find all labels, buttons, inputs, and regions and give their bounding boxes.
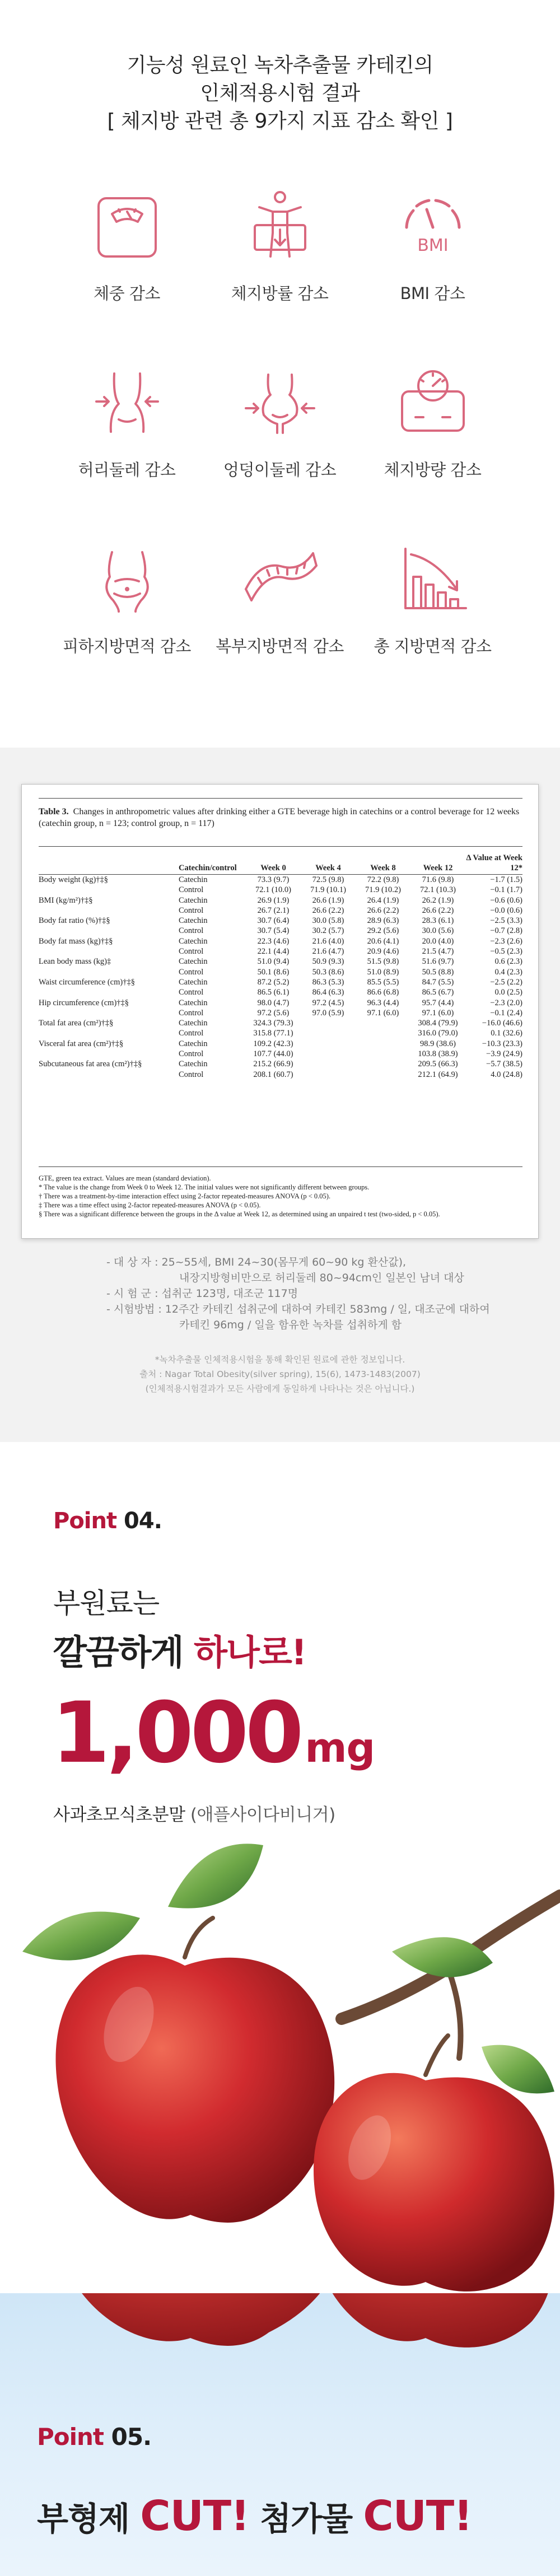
table-cell: Visceral fat area (cm²)†‡§ bbox=[39, 1039, 124, 1048]
table-cell bbox=[356, 1039, 410, 1049]
source-note bbox=[0, 1352, 560, 1396]
table-cell: 212.1 (64.9) bbox=[418, 1070, 458, 1079]
intro-line-1: 기능성 원료인 녹차추출물 카테킨의 bbox=[127, 54, 433, 77]
table-cell: Catechin bbox=[179, 998, 208, 1007]
table-row bbox=[39, 956, 522, 967]
table-cell bbox=[356, 1070, 410, 1080]
table-cell bbox=[39, 946, 179, 956]
indicator-waist bbox=[50, 361, 203, 480]
table-cell: 20.9 (4.6) bbox=[367, 947, 399, 956]
table-cell: 51.0 (8.9) bbox=[367, 967, 399, 977]
decline-chart-icon bbox=[391, 538, 475, 622]
indicator-label: 허리둘레 감소 bbox=[78, 460, 176, 479]
table-cell: 0.4 (2.3) bbox=[494, 967, 522, 977]
anthropometric-table bbox=[39, 852, 522, 1080]
table-header: Week 12 bbox=[410, 852, 465, 875]
table-cell: Total fat area (cm²)†‡§ bbox=[39, 1019, 114, 1028]
study-subjects bbox=[84, 1254, 510, 1286]
table-cell: 26.6 (2.2) bbox=[367, 906, 399, 915]
table-cell: 26.6 (1.9) bbox=[312, 895, 344, 905]
table-cell: Control bbox=[179, 1029, 204, 1038]
source-line: *녹차추출물 인체적용시험을 통해 확인된 원료에 관한 정보입니다. bbox=[155, 1355, 405, 1365]
table-row bbox=[39, 1059, 522, 1069]
table-cell: 21.6 (4.0) bbox=[312, 936, 344, 946]
table-cell: 30.7 (5.4) bbox=[257, 926, 290, 936]
table-row bbox=[39, 967, 522, 977]
table-row bbox=[39, 946, 522, 956]
table-cell bbox=[301, 1039, 356, 1049]
table-cell bbox=[39, 1049, 179, 1059]
table-cell: Lean body mass (kg)‡ bbox=[39, 957, 111, 967]
table-caption bbox=[39, 806, 522, 829]
table-cell: −1.7 (1.5) bbox=[490, 875, 522, 884]
intro-heading bbox=[0, 52, 560, 136]
table-cell bbox=[39, 1008, 179, 1018]
table-cell: −0.0 (0.6) bbox=[490, 906, 522, 915]
table-cell: 4.0 (24.8) bbox=[491, 1070, 522, 1079]
table-cell: 86.6 (6.8) bbox=[367, 988, 399, 997]
table-cell: 97.2 (4.5) bbox=[312, 998, 344, 1007]
table-cell: 72.2 (9.8) bbox=[367, 875, 399, 884]
indicator-hip bbox=[203, 361, 356, 480]
table-cell: Waist circumference (cm)†‡§ bbox=[39, 977, 135, 987]
table-cell: 71.9 (10.1) bbox=[310, 885, 347, 895]
table-cell: 86.5 (6.1) bbox=[257, 988, 290, 997]
table-cell: 30.0 (5.8) bbox=[312, 916, 344, 926]
table-caption-label: Table 3. bbox=[39, 807, 69, 816]
table-note: § There was a significant difference between the groups in the Δ value at Week 12, as determined using an unpaired t test (two-sided, p < 0.05). bbox=[39, 1210, 440, 1218]
study-details bbox=[84, 1254, 510, 1333]
table-row bbox=[39, 916, 522, 926]
indicator-section bbox=[0, 0, 560, 748]
table-header bbox=[39, 852, 179, 875]
intro-line-2: 인체적용시험 결과 bbox=[200, 82, 360, 105]
table-cell bbox=[356, 1059, 410, 1069]
table-cell: −2.5 (3.3) bbox=[490, 916, 522, 926]
table-cell: 50.3 (8.6) bbox=[312, 967, 344, 977]
indicator-total-fat bbox=[356, 538, 509, 657]
table-cell: 0.1 (32.6) bbox=[491, 1029, 522, 1038]
table-cell bbox=[301, 1049, 356, 1059]
table-cell: 86.5 (6.7) bbox=[422, 988, 454, 997]
table-cell bbox=[356, 1018, 410, 1028]
table-cell bbox=[39, 987, 179, 997]
point05-section bbox=[0, 2293, 560, 2576]
table-cell: Hip circumference (cm)†‡§ bbox=[39, 998, 129, 1007]
table-row bbox=[39, 1028, 522, 1038]
table-row bbox=[39, 1008, 522, 1018]
table-cell: Catechin bbox=[179, 895, 208, 905]
table-body bbox=[39, 875, 522, 1080]
table-cell: Control bbox=[179, 1008, 204, 1018]
table-note: * The value is the change from Week 0 to Week 12. The initial values were not significantly different between groups. bbox=[39, 1183, 370, 1191]
point04-amount bbox=[52, 1686, 375, 1781]
study-groups bbox=[84, 1286, 510, 1301]
table-cell: 209.5 (66.3) bbox=[418, 1060, 458, 1069]
table-cell: 72.1 (10.3) bbox=[419, 885, 456, 895]
table-cell: 28.9 (6.3) bbox=[367, 916, 399, 926]
study-value: 섭취군 123명, 대조군 117명 bbox=[161, 1287, 298, 1300]
table-cell: −0.7 (2.8) bbox=[490, 926, 522, 936]
table-note: † There was a treatment-by-time interaction effect using 2-factor repeated-measures ANOVA (p < 0.05). bbox=[39, 1192, 331, 1200]
table-cell: 215.2 (66.9) bbox=[253, 1060, 293, 1069]
point04-section bbox=[0, 1442, 560, 2293]
point04-line2: 깔끔하게 하나로! bbox=[53, 1632, 306, 1673]
table-cell: 107.7 (44.0) bbox=[253, 1049, 293, 1059]
source-line: 출처 : Nagar Total Obesity(silver spring), 15(6), 1473-1483(2007) bbox=[139, 1369, 421, 1379]
table-cell: −0.5 (2.3) bbox=[490, 947, 522, 956]
study-value-cont: 내장지방형비만으로 허리둘레 80~94cm인 일본인 남녀 대상 bbox=[179, 1272, 464, 1284]
point05-headline: 부형제 CUT! 첨가물 CUT! bbox=[37, 2492, 473, 2540]
table-cell: 97.2 (5.6) bbox=[257, 1008, 290, 1018]
table-row bbox=[39, 895, 522, 906]
table-cell: 96.3 (4.4) bbox=[367, 998, 399, 1007]
table-row bbox=[39, 1018, 522, 1028]
table-cell: 26.6 (2.2) bbox=[312, 906, 344, 915]
body-fat-mass-icon bbox=[391, 361, 475, 445]
study-value: 12주간 카테킨 섭취군에 대하여 카테킨 583mg / 일, 대조군에 대하여 bbox=[165, 1303, 490, 1315]
table-cell: 22.1 (4.4) bbox=[257, 947, 290, 956]
table-row bbox=[39, 936, 522, 946]
table-cell: 72.1 (10.0) bbox=[255, 885, 292, 895]
svg-text:BMI: BMI bbox=[417, 236, 449, 255]
indicator-subcutaneous-fat bbox=[50, 538, 203, 657]
table-cell: Catechin bbox=[179, 1039, 208, 1048]
study-method bbox=[84, 1301, 510, 1333]
table-cell bbox=[39, 906, 179, 916]
table-cell: 20.0 (4.0) bbox=[422, 936, 454, 946]
waist-icon bbox=[85, 361, 169, 445]
table-cell: −2.3 (2.6) bbox=[490, 936, 522, 946]
table-cell: 26.4 (1.9) bbox=[367, 895, 399, 905]
table-header: Catechin/control bbox=[179, 852, 246, 875]
table-cell: −16.0 (46.6) bbox=[482, 1019, 522, 1028]
table-cell: 71.6 (9.8) bbox=[422, 875, 454, 884]
table-cell bbox=[301, 1018, 356, 1028]
body-fat-rate-icon bbox=[238, 185, 322, 269]
table-row bbox=[39, 906, 522, 916]
table-cell: −3.9 (24.9) bbox=[486, 1049, 522, 1059]
table-cell: 109.2 (42.3) bbox=[253, 1039, 293, 1048]
table-cell bbox=[301, 1070, 356, 1080]
table-cell: 73.3 (9.7) bbox=[257, 875, 290, 884]
table-cell: Catechin bbox=[179, 875, 208, 884]
table-note: GTE, green tea extract. Values are mean (standard deviation). bbox=[39, 1174, 211, 1182]
table-cell: 86.4 (6.3) bbox=[312, 988, 344, 997]
intro-line-3: [ 체지방 관련 총 9가지 지표 감소 확인 ] bbox=[107, 110, 453, 133]
table-cell: 97.1 (6.0) bbox=[422, 1008, 454, 1018]
table-cell: Control bbox=[179, 906, 204, 915]
scale-icon bbox=[85, 185, 169, 269]
table-note: ‡ There was a time effect using 2-factor repeated-measures ANOVA (p < 0.05). bbox=[39, 1201, 261, 1209]
study-key: - 시험방법 : bbox=[106, 1303, 165, 1315]
table-cell: −0.1 (1.7) bbox=[490, 885, 522, 895]
point04-line1: 부원료는 bbox=[53, 1587, 160, 1620]
table-cell: 50.9 (9.3) bbox=[312, 957, 344, 967]
belly-icon bbox=[85, 538, 169, 622]
table-cell bbox=[39, 885, 179, 895]
table-cell: 0.0 (2.5) bbox=[494, 988, 522, 997]
tape-measure-icon bbox=[238, 538, 322, 622]
table-cell bbox=[39, 926, 179, 936]
table-cell: Catechin bbox=[179, 977, 208, 987]
table-cell: Body fat mass (kg)†‡§ bbox=[39, 936, 113, 946]
table-cell: 30.2 (5.7) bbox=[312, 926, 344, 936]
table-cell: Body weight (kg)†‡§ bbox=[39, 875, 109, 884]
table-cell: Control bbox=[179, 1049, 204, 1059]
indicator-label: 체지방량 감소 bbox=[384, 460, 482, 479]
table-row bbox=[39, 885, 522, 895]
study-key: - 시 험 군 : bbox=[106, 1287, 162, 1300]
amount-value: 1,000 bbox=[52, 1684, 301, 1782]
table-bottom-rule bbox=[39, 1166, 522, 1167]
indicator-label: BMI 감소 bbox=[400, 284, 465, 303]
table-cell: Catechin bbox=[179, 1019, 208, 1028]
indicator-label: 복부지방면적 감소 bbox=[216, 637, 344, 656]
table-cell: −10.3 (23.3) bbox=[482, 1039, 522, 1048]
indicator-label: 엉덩이둘레 감소 bbox=[223, 460, 337, 479]
table-cell: −0.1 (2.4) bbox=[490, 1008, 522, 1018]
table-cell: 28.3 (6.1) bbox=[422, 916, 454, 926]
table-row bbox=[39, 1039, 522, 1049]
table-cell: Body fat ratio (%)†‡§ bbox=[39, 916, 110, 926]
table-cell: Catechin bbox=[179, 1060, 208, 1069]
table-cell: 22.3 (4.6) bbox=[257, 936, 290, 946]
table-header-row bbox=[39, 852, 522, 875]
table-cell: 98.9 (38.6) bbox=[419, 1039, 456, 1048]
indicator-label: 총 지방면적 감소 bbox=[374, 637, 492, 656]
table-cell: Control bbox=[179, 967, 204, 977]
table-cell bbox=[301, 1059, 356, 1069]
table-cell: 316.0 (79.0) bbox=[418, 1029, 458, 1038]
table-cell: 21.6 (4.7) bbox=[312, 947, 344, 956]
table-cell bbox=[39, 1028, 179, 1038]
table-row bbox=[39, 1049, 522, 1059]
table-cell: 324.3 (79.3) bbox=[253, 1019, 293, 1028]
indicator-weight bbox=[50, 185, 203, 304]
table-cell: 30.0 (5.6) bbox=[422, 926, 454, 936]
table-cell: 95.7 (4.4) bbox=[422, 998, 454, 1007]
table-cell: 26.2 (1.9) bbox=[422, 895, 454, 905]
table-top-rule bbox=[39, 798, 522, 799]
table-cell: 71.9 (10.2) bbox=[365, 885, 402, 895]
table-row bbox=[39, 998, 522, 1008]
study-key: - 대 상 자 : bbox=[106, 1256, 162, 1268]
indicator-body-fat-mass bbox=[356, 361, 509, 480]
table-cell: 315.8 (77.1) bbox=[253, 1029, 293, 1038]
indicator-body-fat-rate bbox=[203, 185, 356, 304]
table-row bbox=[39, 875, 522, 885]
table-cell: 308.4 (79.9) bbox=[418, 1019, 458, 1028]
point04-ingredient: 사과초모식초분말 (애플사이다비니거) bbox=[53, 1805, 335, 1825]
point04-label: Point 04. bbox=[53, 1508, 162, 1534]
table-cell: 97.0 (5.9) bbox=[312, 1008, 344, 1018]
table-cell: 86.3 (5.3) bbox=[312, 977, 344, 987]
hip-icon bbox=[238, 361, 322, 445]
indicator-label: 체지방률 감소 bbox=[231, 284, 329, 303]
table-cell: 98.0 (4.7) bbox=[257, 998, 290, 1007]
point05-label: Point 05. bbox=[37, 2423, 152, 2451]
table-cell: 51.5 (9.8) bbox=[367, 957, 399, 967]
study-value: 25~55세, BMI 24~30(몸무게 60~90 kg 환산값), bbox=[161, 1256, 407, 1268]
clinical-study-section bbox=[0, 748, 560, 1442]
bmi-gauge-icon bbox=[391, 185, 475, 269]
indicator-bmi bbox=[356, 185, 509, 304]
table-cell: Control bbox=[179, 988, 204, 997]
table-row bbox=[39, 977, 522, 987]
table-cell: 208.1 (60.7) bbox=[253, 1070, 293, 1079]
table-cell: 26.9 (1.9) bbox=[257, 895, 290, 905]
table-cell: 20.6 (4.1) bbox=[367, 936, 399, 946]
table-cell bbox=[356, 1049, 410, 1059]
table-cell: 50.1 (8.6) bbox=[257, 967, 290, 977]
table-header: Δ Value at Week 12* bbox=[465, 852, 522, 875]
table-header: Week 4 bbox=[301, 852, 356, 875]
apple-illustration bbox=[0, 1834, 560, 2293]
table-cell: Catechin bbox=[179, 916, 208, 926]
table-cell: 84.7 (5.5) bbox=[422, 977, 454, 987]
study-table-card bbox=[21, 784, 539, 1239]
apple-illustration-bottom bbox=[0, 2293, 560, 2405]
table-cell: 29.2 (5.6) bbox=[367, 926, 399, 936]
table-cell: −5.7 (38.5) bbox=[486, 1060, 522, 1069]
indicator-label: 피하지방면적 감소 bbox=[63, 637, 191, 656]
indicator-abdominal-fat bbox=[203, 538, 356, 657]
amount-unit: mg bbox=[305, 1724, 375, 1771]
table-header: Week 0 bbox=[246, 852, 301, 875]
source-line: (인체적용시험결과가 모든 사람에게 동일하게 나타나는 것은 아닙니다.) bbox=[145, 1384, 415, 1394]
table-cell bbox=[301, 1028, 356, 1038]
table-cell: 87.2 (5.2) bbox=[257, 977, 290, 987]
table-cell: BMI (kg/m²)†‡§ bbox=[39, 895, 93, 905]
table-cell bbox=[356, 1028, 410, 1038]
table-cell: 51.6 (9.7) bbox=[422, 957, 454, 967]
table-cell: Subcutaneous fat area (cm²)†‡§ bbox=[39, 1060, 142, 1069]
table-row bbox=[39, 1070, 522, 1080]
table-notes bbox=[39, 1174, 522, 1219]
table-row bbox=[39, 926, 522, 936]
table-cell: 51.0 (9.4) bbox=[257, 957, 290, 967]
table-cell: −2.3 (2.0) bbox=[490, 998, 522, 1007]
table-cell: Control bbox=[179, 926, 204, 936]
table-cell: 0.6 (2.3) bbox=[494, 957, 522, 967]
table-caption-text: Changes in anthropometric values after drinking either a GTE beverage high in catechins or a control beverage for 12 weeks (catechin group, n = 123; control group, n = 117) bbox=[39, 807, 520, 828]
indicator-label: 체중 감소 bbox=[94, 284, 160, 303]
table-row bbox=[39, 987, 522, 997]
table-cell: Control bbox=[179, 1070, 204, 1079]
table-header: Week 8 bbox=[356, 852, 410, 875]
table-cell: 26.7 (2.1) bbox=[257, 906, 290, 915]
table-cell: −0.6 (0.6) bbox=[490, 895, 522, 905]
table-cell: 85.5 (5.5) bbox=[367, 977, 399, 987]
table-caption-rule bbox=[39, 846, 522, 847]
table-cell: 97.1 (6.0) bbox=[367, 1008, 399, 1018]
table-cell bbox=[39, 967, 179, 977]
table-cell: 26.6 (2.2) bbox=[422, 906, 454, 915]
table-cell: Catechin bbox=[179, 957, 208, 967]
table-cell: −2.5 (2.2) bbox=[490, 977, 522, 987]
table-cell: Control bbox=[179, 885, 204, 895]
table-cell: 103.8 (38.9) bbox=[418, 1049, 458, 1059]
table-cell: 30.7 (6.4) bbox=[257, 916, 290, 926]
table-cell: 50.5 (8.8) bbox=[422, 967, 454, 977]
table-cell: 72.5 (9.8) bbox=[312, 875, 344, 884]
study-value-cont: 카테킨 96mg / 일을 함유한 녹차를 섭취하게 함 bbox=[179, 1319, 402, 1331]
table-cell bbox=[39, 1070, 179, 1080]
table-cell: 21.5 (4.7) bbox=[422, 947, 454, 956]
table-cell: Catechin bbox=[179, 936, 208, 946]
table-cell: Control bbox=[179, 947, 204, 956]
